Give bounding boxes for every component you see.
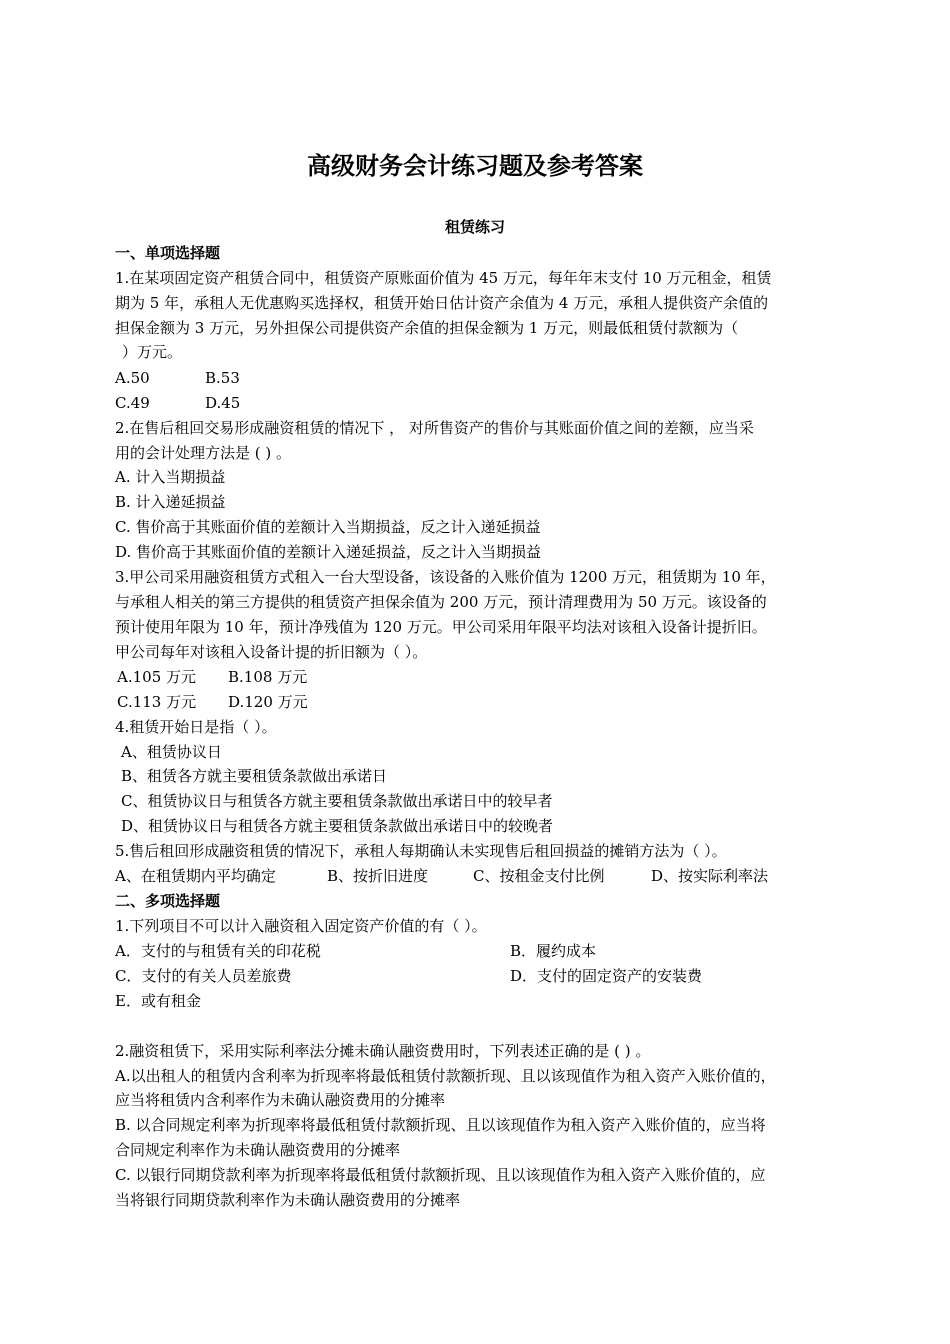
q1-line-4: ）万元。 (122, 343, 183, 361)
m1-option-c: C．支付的有关人员差旅费 (115, 967, 292, 985)
q3-option-c: C.113 万元 (117, 693, 197, 711)
m1-line-1: 1.下列项目不可以计入融资租入固定资产价值的有（ ）。 (115, 917, 487, 935)
q2-option-c: C. 售价高于其账面价值的差额计入当期损益，反之计入递延损益 (115, 518, 541, 536)
part2-heading: 二、多项选择题 (115, 892, 221, 910)
q2-line-2: 用的会计处理方法是 ( ) 。 (115, 444, 292, 462)
q2-option-a: A. 计入当期损益 (115, 468, 226, 486)
m2-option-c-line-2: 当将银行同期贷款利率作为未确认融资费用的分摊率 (115, 1191, 461, 1209)
q1-option-c: C.49 (115, 394, 150, 412)
m2-option-b-line-1: B. 以合同规定利率为折现率将最低租赁付款额折现、且以该现值作为租入资产入账价值的，应当将 (115, 1116, 766, 1134)
q1-option-b: B.53 (205, 369, 240, 387)
q2-option-d: D. 售价高于其账面价值的差额计入递延损益，反之计入当期损益 (115, 543, 542, 561)
m2-option-b-line-2: 合同规定利率作为未确认融资费用的分摊率 (115, 1141, 401, 1159)
q3-option-b: B.108 万元 (228, 668, 308, 686)
m2-option-a-line-1: A.以出租人的租赁内含利率为折现率将最低租赁付款额折现、且以该现值作为租入资产入账价值的， (115, 1067, 776, 1085)
q4-option-c: C、租赁协议日与租赁各方就主要租赁条款做出承诺日中的较早者 (121, 792, 553, 810)
q1-line-3: 担保金额为 3 万元，另外担保公司提供资产余值的担保金额为 1 万元，则最低租赁付款额为（ (115, 319, 739, 337)
q1-line-2: 期为 5 年，承租人无优惠购买选择权，租赁开始日估计资产余值为 4 万元，承租人提供资产余值的 (115, 294, 769, 312)
m1-option-e: E．或有租金 (115, 992, 201, 1010)
q4-line-1: 4.租赁开始日是指（ ）。 (115, 718, 277, 736)
q3-line-4: 甲公司每年对该租入设备计提的折旧额为（ ）。 (115, 643, 428, 661)
q1-line-1: 1.在某项固定资产租赁合同中，租赁资产原账面价值为 45 万元，每年年末支付 10 万元租金，租赁 (115, 269, 772, 287)
q5-option-d: D、按实际利率法 (651, 867, 769, 885)
q4-option-d: D、租赁协议日与租赁各方就主要租赁条款做出承诺日中的较晚者 (121, 817, 554, 835)
q2-line-1: 2.在售后租回交易形成融资租赁的情况下 ， 对所售资产的售价与其账面价值之间的差额，应当采 (115, 419, 754, 437)
m2-line-1: 2.融资租赁下，采用实际利率法分摊未确认融资费用时，下列表述正确的是 ( ) 。 (115, 1042, 651, 1060)
m2-option-c-line-1: C. 以银行同期贷款利率为折现率将最低租赁付款额折现、且以该现值作为租入资产入账价值的，应 (115, 1166, 766, 1184)
document-title: 高级财务会计练习题及参考答案 (307, 152, 643, 180)
m1-option-b: B．履约成本 (510, 942, 597, 960)
q5-option-c: C、按租金支付比例 (473, 867, 605, 885)
q4-option-a: A、租赁协议日 (121, 743, 222, 761)
q3-line-1: 3.甲公司采用融资租赁方式租入一台大型设备，该设备的入账价值为 1200 万元，租赁期为 10 年， (115, 568, 776, 586)
q5-option-b: B、按折旧进度 (327, 867, 429, 885)
q1-option-d: D.45 (205, 394, 241, 412)
q3-line-3: 预计使用年限为 10 年，预计净残值为 120 万元。甲公司采用年限平均法对该租入设备计提折旧。 (115, 618, 767, 636)
m2-option-a-line-2: 应当将租赁内含利率作为未确认融资费用的分摊率 (115, 1091, 446, 1109)
q1-option-a: A.50 (115, 369, 150, 387)
q3-line-2: 与承租人相关的第三方提供的租赁资产担保余值为 200 万元，预计清理费用为 50 万元。该设备的 (115, 593, 767, 611)
q3-option-a: A.105 万元 (117, 668, 196, 686)
section-title: 租赁练习 (444, 218, 505, 236)
q4-option-b: B、租赁各方就主要租赁条款做出承诺日 (121, 767, 388, 785)
part1-heading: 一、单项选择题 (115, 244, 221, 262)
q5-option-a: A、在租赁期内平均确定 (115, 867, 276, 885)
m1-option-a: A．支付的与租赁有关的印花税 (115, 942, 321, 960)
q3-option-d: D.120 万元 (228, 693, 308, 711)
m1-option-d: D．支付的固定资产的安装费 (510, 967, 703, 985)
q5-line-1: 5.售后租回形成融资租赁的情况下，承租人每期确认未实现售后租回损益的摊销方法为（ ）。 (115, 842, 727, 860)
q2-option-b: B. 计入递延损益 (115, 493, 226, 511)
